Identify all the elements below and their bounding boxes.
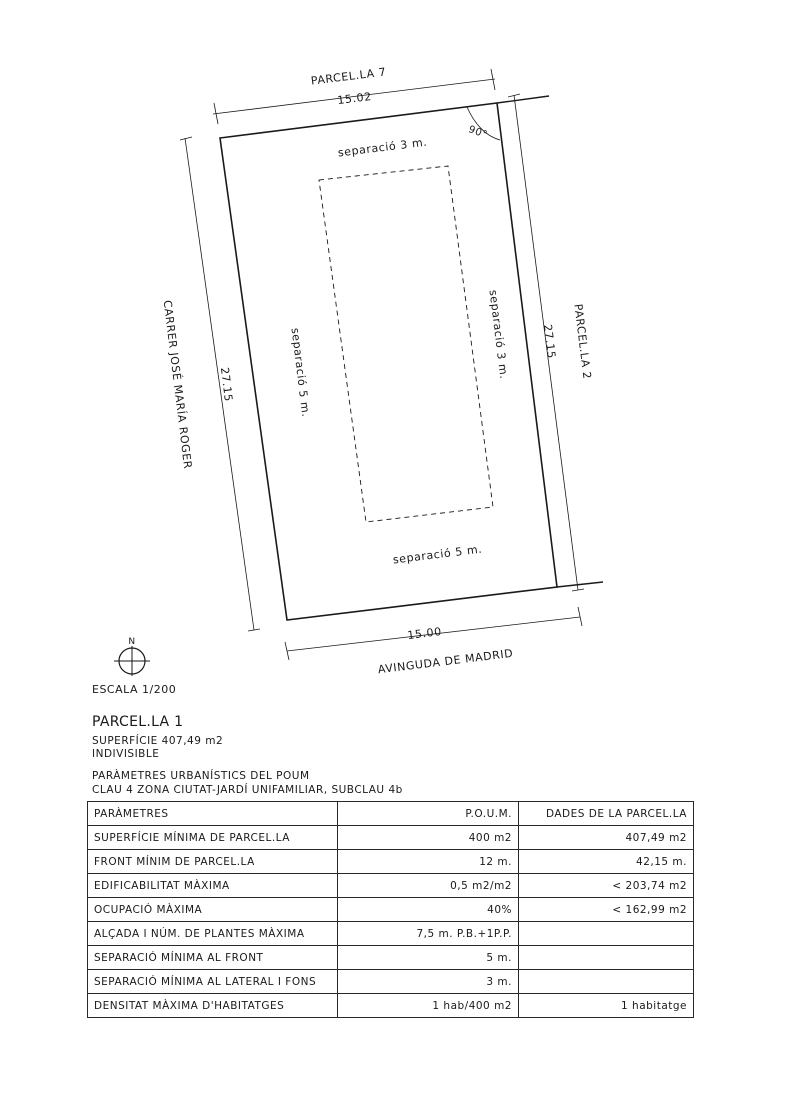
param-parcel: 407,49 m2 xyxy=(519,826,694,850)
table-header-row xyxy=(88,802,694,826)
params-title: PARÀMETRES URBANÍSTICS DEL POUM xyxy=(92,770,310,782)
table-row xyxy=(88,994,694,1018)
top-boundary-extension xyxy=(497,96,549,103)
dim-right: 27.15 xyxy=(540,323,559,360)
table-row xyxy=(88,874,694,898)
param-poum: 1 hab/400 m2 xyxy=(338,994,519,1018)
setback-top: separació 3 m. xyxy=(337,135,428,160)
param-poum: 5 m. xyxy=(338,946,519,970)
scale-label: ESCALA 1/200 xyxy=(92,683,177,696)
param-poum: 3 m. xyxy=(338,970,519,994)
setback-right: separació 3 m. xyxy=(486,289,511,380)
param-name: OCUPACIÓ MÀXIMA xyxy=(88,898,338,922)
header-poum: P.O.U.M. xyxy=(338,802,519,826)
param-poum: 7,5 m. P.B.+1P.P. xyxy=(338,922,519,946)
bottom-boundary-extension xyxy=(557,582,603,587)
param-parcel: 42,15 m. xyxy=(519,850,694,874)
param-poum: 12 m. xyxy=(338,850,519,874)
param-name: SEPARACIÓ MÍNIMA AL FRONT xyxy=(88,946,338,970)
param-name: FRONT MÍNIM DE PARCEL.LA xyxy=(88,850,338,874)
setback-bottom: separació 5 m. xyxy=(392,542,483,567)
buildable-area xyxy=(319,166,493,522)
table-row xyxy=(88,970,694,994)
table-row xyxy=(88,946,694,970)
param-name: EDIFICABILITAT MÀXIMA xyxy=(88,874,338,898)
param-poum: 400 m2 xyxy=(338,826,519,850)
param-poum: 0,5 m2/m2 xyxy=(338,874,519,898)
param-parcel: < 162,99 m2 xyxy=(519,898,694,922)
param-name: ALÇADA I NÚM. DE PLANTES MÀXIMA xyxy=(88,922,338,946)
label-left: CARRER JOSÉ MARÍA ROGER xyxy=(160,299,195,470)
param-name: DENSITAT MÀXIMA D'HABITATGES xyxy=(88,994,338,1018)
param-parcel: 1 habitatge xyxy=(519,994,694,1018)
dim-top: 15.02 xyxy=(336,89,373,108)
parcel-surface: SUPERFÍCIE 407,49 m2 xyxy=(92,735,224,747)
param-parcel xyxy=(519,946,694,970)
table-row xyxy=(88,898,694,922)
dim-bottom: 15.00 xyxy=(406,624,443,643)
parcel-title: PARCEL.LA 1 xyxy=(92,714,184,730)
parameters-table xyxy=(87,801,694,1018)
north-label: N xyxy=(128,637,136,647)
dimension-tick-bottom-right xyxy=(578,607,582,626)
param-parcel: < 203,74 m2 xyxy=(519,874,694,898)
header-parameters: PARÀMETRES xyxy=(88,802,338,826)
dim-left: 27.15 xyxy=(217,366,236,403)
header-parcel-data: DADES DE LA PARCEL.LA xyxy=(519,802,694,826)
north-arrow-icon xyxy=(114,646,150,676)
angle-label: 90° xyxy=(466,124,489,142)
label-right: PARCEL.LA 2 xyxy=(571,303,594,380)
table-row xyxy=(88,850,694,874)
setback-left: separació 5 m. xyxy=(288,327,313,418)
dimension-line-left xyxy=(185,138,254,630)
param-name: SEPARACIÓ MÍNIMA AL LATERAL I FONS xyxy=(88,970,338,994)
table-row xyxy=(88,922,694,946)
param-poum: 40% xyxy=(338,898,519,922)
label-bottom: AVINGUDA DE MADRID xyxy=(377,646,514,677)
label-top: PARCEL.LA 7 xyxy=(310,65,387,88)
param-parcel xyxy=(519,970,694,994)
param-parcel xyxy=(519,922,694,946)
table-row xyxy=(88,826,694,850)
zone-label: CLAU 4 ZONA CIUTAT-JARDÍ UNIFAMILIAR, SUBCLAU 4b xyxy=(92,784,403,796)
dimension-tick-left-top xyxy=(180,137,192,140)
parcel-indivisible: INDIVISIBLE xyxy=(92,748,160,760)
param-name: SUPERFÍCIE MÍNIMA DE PARCEL.LA xyxy=(88,826,338,850)
